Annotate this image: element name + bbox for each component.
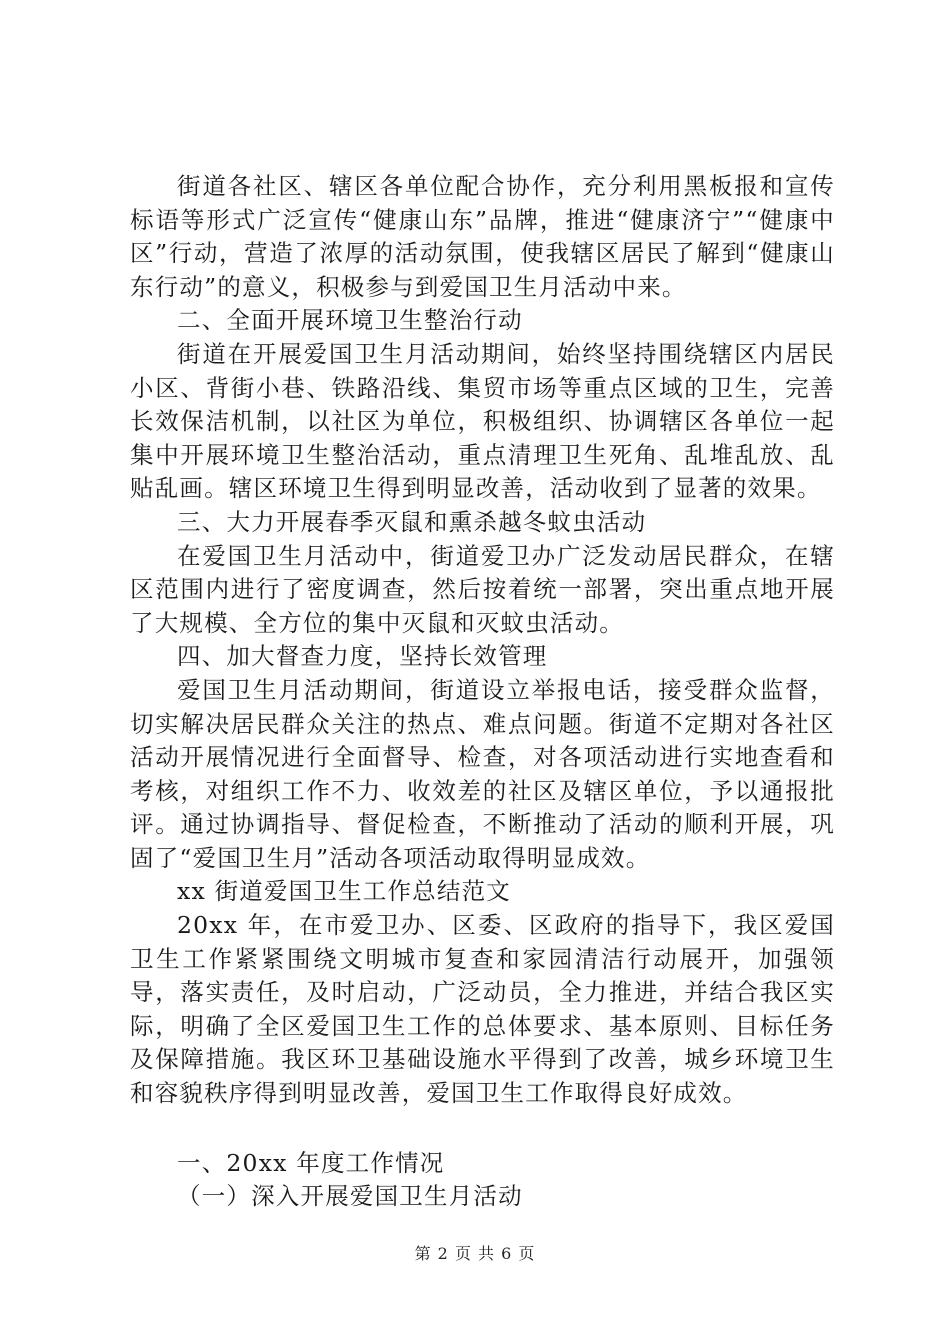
paragraph-pest-control: 在爱国卫生月活动中，街道爱卫办广泛发动居民群众，在辖区范围内进行了密度调查，然后按着统一部署，突出重点地开展了大规模、全方位的集中灭鼠和灭蚊虫活动。 [130,541,835,637]
paragraph-environment: 街道在开展爱国卫生月活动期间，始终坚持围绕辖区内居民小区、背街小巷、铁路沿线、集贸市场等重点区域的卫生，完善长效保洁机制，以社区为单位，积极组织、协调辖区各单位一起集中开展环境卫生整治活动，重点清理卫生死角、乱堆乱放、乱贴乱画。辖区环境卫生得到明显改善，活动收到了显著的效果。 [130,339,835,503]
document-body [130,170,835,1214]
section-heading-2: 二、全面开展环境卫生整治行动 [177,306,523,335]
subsection-heading-1: （一）深入开展爱国卫生月活动 [177,1182,523,1211]
paragraph-summary-intro: 20xx 年，在市爱卫办、区委、区政府的指导下，我区爱国卫生工作紧紧围绕文明城市复查和家园清洁行动展开，加强领导，落实责任，及时启动，广泛动员，全力推进，并结合我区实际，明确了全区爱国卫生工作的总体要求、基本原则、目标任务及保障措施。我区环卫基础设施水平得到了改善，城乡环境卫生和容貌秩序得到明显改善，爱国卫生工作取得良好成效。 [130,911,835,1108]
paragraph-publicity: 街道各社区、辖区各单位配合协作，充分利用黑板报和宣传标语等形式广泛宣传“健康山东”品牌，推进“健康济宁”“健康中区”行动，营造了浓厚的活动氛围，使我辖区居民了解到“健康山东行动”的意义，积极参与到爱国卫生月活动中来。 [130,172,835,301]
document-subtitle: xx 街道爱国卫生工作总结范文 [177,877,511,906]
paragraph-supervision: 爱国卫生月活动期间，街道设立举报电话，接受群众监督，切实解决居民群众关注的热点、难点问题。街道不定期对各社区活动开展情况进行全面督导、检查，对各项活动进行实地查看和考核，对组织工作不力、收效差的社区及辖区单位，予以通报批评。通过协调指导、督促检查，不断推动了活动的顺利开展，巩固了“爱国卫生月”活动各项活动取得明显成效。 [130,675,835,872]
page-footer: 第 2 页 共 6 页 [414,1244,536,1263]
section-heading-3: 三、大力开展春季灭鼠和熏杀越冬蚊虫活动 [177,507,647,536]
section-heading-1: 一、20xx 年度工作情况 [177,1148,445,1177]
paragraph-spacer [130,1111,835,1147]
section-heading-4: 四、加大督查力度，坚持长效管理 [177,642,548,671]
